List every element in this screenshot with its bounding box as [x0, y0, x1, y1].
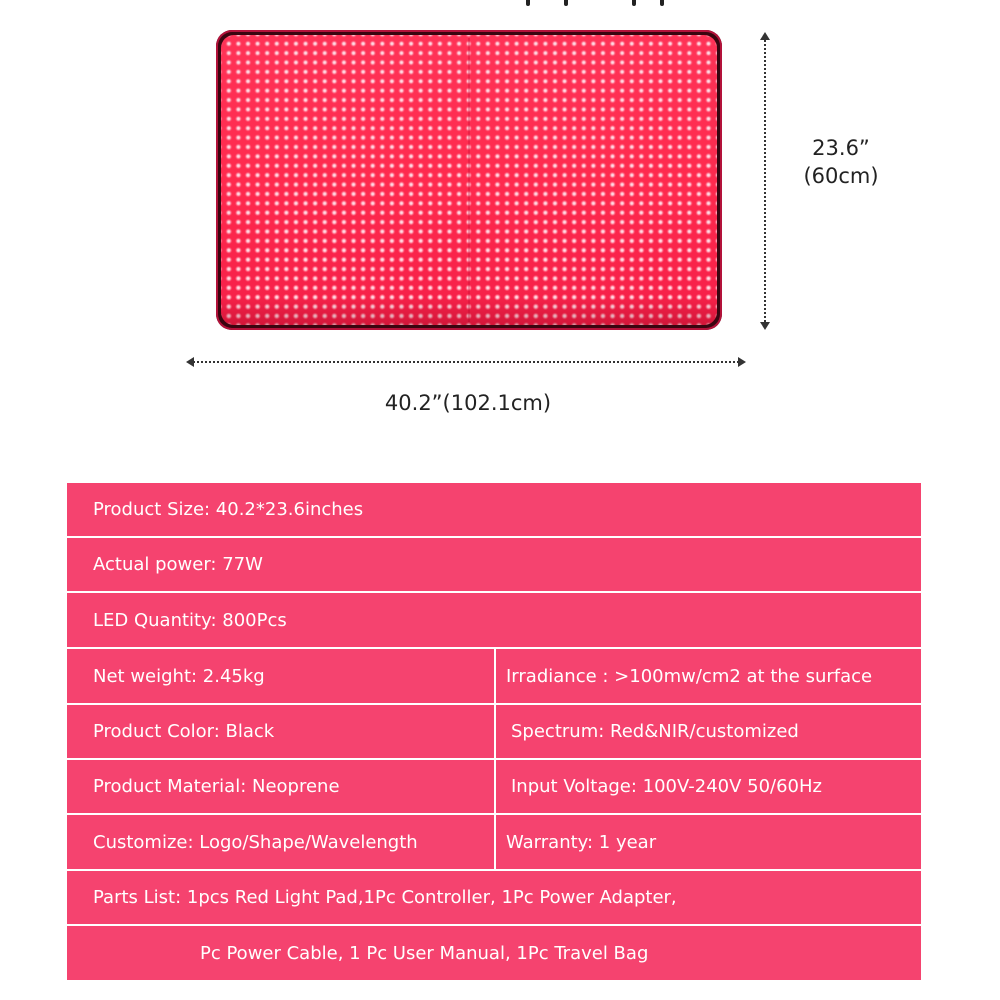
arrow-up-icon: [760, 32, 770, 40]
height-inches: 23.6”: [812, 136, 870, 160]
spec-spectrum: Spectrum: Red&NIR/customized: [511, 721, 799, 742]
width-dimension-line: [190, 361, 742, 363]
column-divider: [494, 815, 496, 869]
spec-parts-list-line2: Pc Power Cable, 1 Pc User Manual, 1Pc Travel Bag: [200, 942, 649, 964]
spec-parts-list-line1: Parts List: 1pcs Red Light Pad,1Pc Controller, 1Pc Power Adapter,: [93, 887, 677, 908]
column-divider: [494, 760, 496, 813]
spec-product-color: Product Color: Black: [93, 721, 275, 742]
red-light-pad-image: [216, 30, 722, 330]
spec-input-voltage: Input Voltage: 100V-240V 50/60Hz: [511, 776, 822, 797]
height-dimension-line: [764, 36, 766, 326]
spec-actual-power: Actual power: 77W: [93, 554, 263, 575]
height-centimeters: (60cm): [803, 164, 879, 188]
spec-row-parts-list-2: [67, 926, 921, 980]
arrow-left-icon: [186, 357, 194, 367]
spec-row-parts-list-1: [67, 871, 921, 926]
spec-row-product-size: [67, 483, 921, 538]
spec-customize: Customize: Logo/Shape/Wavelength: [93, 831, 418, 853]
spec-row-actual-power: [67, 538, 921, 593]
spec-row-customize-warranty: [67, 815, 921, 871]
spec-row-led-quantity: [67, 593, 921, 649]
height-dimension-label: [786, 134, 896, 190]
spec-row-weight-irradiance: [67, 649, 921, 705]
spec-irradiance: Irradiance : >100mw/cm2 at the surface: [506, 665, 873, 687]
spec-product-size: Product Size: 40.2*23.6inches: [93, 499, 364, 520]
spec-net-weight: Net weight: 2.45kg: [93, 665, 265, 687]
column-divider: [494, 649, 496, 703]
column-divider: [494, 705, 496, 758]
spec-warranty: Warranty: 1 year: [506, 831, 657, 853]
spec-led-quantity: LED Quantity: 800Pcs: [93, 609, 287, 631]
spec-product-material: Product Material: Neoprene: [93, 776, 340, 797]
cropped-top-text: [520, 0, 670, 8]
width-dimension-label: 40.2”(102.1cm): [384, 391, 552, 415]
pad-center-seam: [468, 38, 470, 322]
spec-table: [67, 483, 921, 980]
spec-row-color-spectrum: [67, 705, 921, 760]
pad-bottom-shading: [221, 297, 717, 325]
arrow-right-icon: [738, 357, 746, 367]
arrow-down-icon: [760, 322, 770, 330]
spec-row-material-voltage: [67, 760, 921, 815]
